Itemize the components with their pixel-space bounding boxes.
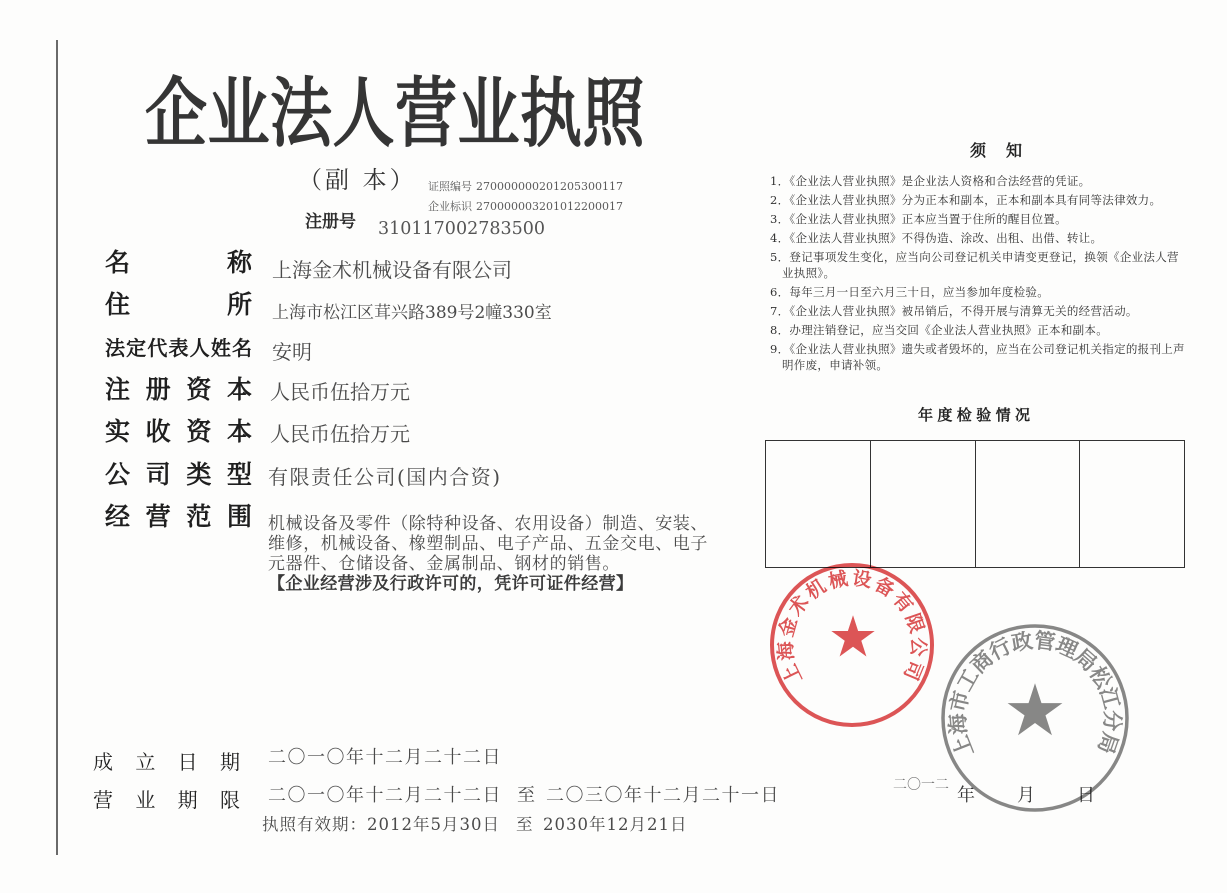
enterprise-id: 270000003201012200017 [476,200,623,213]
notice-item: 6．每年三月一日至六月三十日，应当参加年度检验。 [770,285,1050,299]
business-scope-note: 【企业经营涉及行政许可的，凭许可证件经营】 [268,574,634,594]
copy-type: （副 本） [298,166,417,194]
annual-inspection-table [765,440,1185,568]
business-term-to: 二〇三〇年十二月二十一日 [546,785,780,806]
business-scope-text: 机械设备及零件（除特种设备、农用设备）制造、安装、维修，机械设备、橡塑制品、电子产品、五金交电、电子元器件、仓储设备、金属制品、钢材的销售。 [268,514,708,574]
field-label-company-type: 公司类型 [105,460,252,489]
cert-number-label: 证照编号 [428,180,472,193]
field-value-name: 上海金术机械设备有限公司 [272,258,512,282]
registration-number: 310117002783500 [378,219,546,239]
company-seal-text: 上海金术机械设备有限公司 [774,567,930,688]
notice-item: 7．《企业法人营业执照》被吊销后，不得开展与清算无关的经营活动。 [770,304,1138,318]
field-value-company-type: 有限责任公司(国内合资) [268,465,502,489]
annual-inspection-title: 年度检验情况 [918,406,1030,424]
license-title: 企业法人营业执照 [145,68,646,158]
issue-date-year-unit: 年 [957,785,975,806]
notice-item: 9．《企业法人营业执照》遗失或者毁坏的，应当在公司登记机关指定的报刊上声明作废，申请补领。 [770,342,1185,372]
cert-number: 270000000201205300117 [476,180,623,193]
field-label-registered-capital: 注册资本 [105,375,252,404]
notice-item: 1．《企业法人营业执照》是企业法人资格和合法经营的凭证。 [770,174,1091,188]
bureau-seal-text: 上海市工商行政管理局松江分局 [945,628,1125,761]
bureau-seal [943,626,1127,810]
notice-list [770,173,1190,376]
established-date-label: 成立日期 [93,750,240,774]
license-validity-label: 执照有效期： [262,815,367,834]
annual-inspection-cell [1080,441,1185,568]
cert-number-line [428,180,623,193]
notice-item: 2．《企业法人营业执照》分为正本和副本，正本和副本具有同等法律效力。 [770,193,1162,207]
notice-item: 3．《企业法人营业执照》正本应当置于住所的醒目位置。 [770,212,1067,226]
field-value-legal-representative: 安明 [272,340,312,364]
annual-inspection-cell [975,441,1080,568]
notice-item: 5．登记事项发生变化，应当向公司登记机关申请变更登记，换领《企业法人营业执照》。 [770,250,1179,280]
issue-date-day-unit: 日 [1077,785,1095,806]
license-validity-from: 2012年5月30日 [367,815,500,834]
established-date: 二〇一〇年十二月二十二日 [268,747,502,768]
field-label-paid-capital: 实收资本 [105,417,252,446]
field-value-registered-capital: 人民币伍拾万元 [270,380,410,404]
business-term-to-word: 至 [517,785,537,806]
license-validity-line [262,814,500,836]
license-validity-to-word: 至 [516,815,534,834]
company-seal [772,565,932,725]
enterprise-id-label: 企业标识 [428,200,472,213]
annual-inspection-cell [766,441,871,568]
field-label-name: 名称 [105,248,252,277]
notice-item: 4．《企业法人营业执照》不得伪造、涂改、出租、出借、转让。 [770,231,1103,245]
annual-inspection-cell [870,441,975,568]
company-seal-ring [772,565,932,725]
bureau-seal-ring [943,626,1127,810]
field-value-paid-capital: 人民币伍拾万元 [270,422,410,446]
business-term-from: 二〇一〇年十二月二十二日 [268,785,502,806]
star-icon [831,615,874,656]
star-icon [1008,683,1063,735]
issue-date-month-unit: 月 [1017,785,1035,806]
page-edge-line [56,40,58,855]
field-label-business-scope: 经营范围 [105,502,252,531]
field-label-legal-representative: 法定代表人姓名 [105,336,252,360]
notice-title: 须知 [970,141,1022,160]
field-value-business-scope [268,514,713,594]
notice-item: 8．办理注销登记，应当交回《企业法人营业执照》正本和副本。 [770,323,1109,337]
field-label-address: 住所 [105,290,252,319]
registration-number-label: 注册号 [305,212,356,232]
business-term-label: 营业期限 [93,788,240,812]
field-value-address: 上海市松江区茸兴路389号2幢330室 [272,303,552,323]
issue-date-year: 二〇一二 [893,777,949,793]
enterprise-id-line [428,200,623,213]
license-validity-to: 2030年12月21日 [543,815,688,834]
